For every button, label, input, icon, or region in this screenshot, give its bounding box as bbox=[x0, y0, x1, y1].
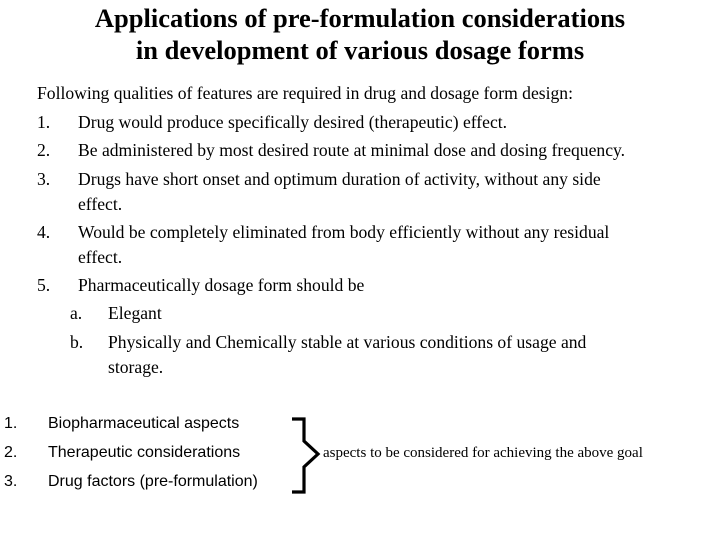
aspects-note: aspects to be considered for achieving the above goal bbox=[323, 445, 643, 461]
requirement-text: Drugs have short onset and optimum duration of activity, without any side bbox=[78, 169, 601, 189]
aspect-number: 2. bbox=[4, 444, 18, 461]
requirement-text: Be administered by most desired route at minimal dose and dosing frequency. bbox=[78, 140, 626, 160]
requirement-number: 2. bbox=[37, 140, 51, 160]
title-line-2: in development of various dosage forms bbox=[135, 35, 585, 65]
requirement-number: 4. bbox=[37, 222, 51, 242]
requirement-number: 1. bbox=[37, 112, 51, 132]
intro-text: Following qualities of features are required in drug and dosage form design: bbox=[37, 83, 573, 103]
subitem-letter: a. bbox=[70, 303, 83, 323]
requirement-text: Drug would produce specifically desired (therapeutic) effect. bbox=[78, 112, 508, 132]
subitem-text: Elegant bbox=[108, 303, 162, 323]
subitem-text-continued: storage. bbox=[108, 357, 164, 377]
subitem-text: Physically and Chemically stable at various conditions of usage and bbox=[108, 332, 587, 352]
requirement-number: 3. bbox=[37, 169, 51, 189]
requirement-text-continued: effect. bbox=[78, 194, 123, 214]
subitem-letter: b. bbox=[70, 332, 84, 352]
aspect-number: 3. bbox=[4, 473, 18, 490]
requirement-number: 5. bbox=[37, 275, 51, 295]
bracket-path bbox=[292, 419, 318, 492]
aspect-number: 1. bbox=[4, 415, 18, 432]
requirement-text-continued: effect. bbox=[78, 247, 123, 267]
requirement-text: Would be completely eliminated from body efficiently without any residual bbox=[78, 222, 610, 242]
title-line-1: Applications of pre-formulation considerations bbox=[94, 3, 626, 33]
requirement-text: Pharmaceutically dosage form should be bbox=[78, 275, 365, 295]
aspect-text: Drug factors (pre-formulation) bbox=[48, 473, 258, 490]
aspect-text: Therapeutic considerations bbox=[48, 444, 241, 461]
aspect-text: Biopharmaceutical aspects bbox=[48, 415, 240, 432]
